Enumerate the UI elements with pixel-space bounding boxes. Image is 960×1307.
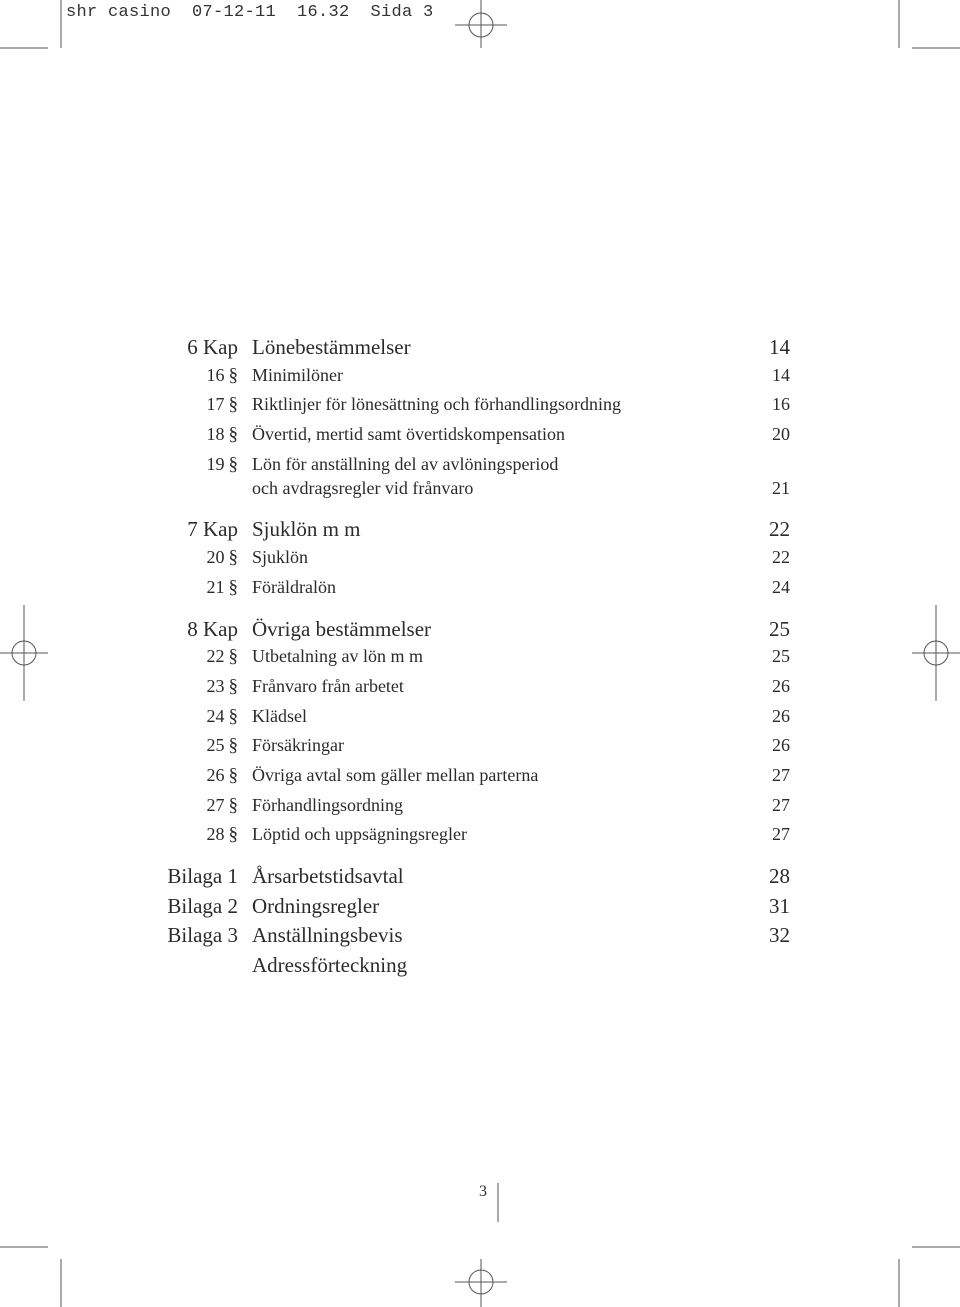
paragraph-number: 23 § xyxy=(206,675,238,697)
paragraph-title: Riktlinjer för lönesättning och förhandlingsordning xyxy=(252,394,621,415)
page-number: 14 xyxy=(772,364,790,385)
paragraph-title: Föräldralön xyxy=(252,576,336,597)
paragraph-title: Klädsel xyxy=(252,705,307,726)
toc-paragraph-row xyxy=(160,365,790,395)
page-number: 26 xyxy=(772,705,790,726)
appendix-label: Bilaga 2 xyxy=(167,893,238,918)
page-number: 28 xyxy=(769,864,790,888)
toc-appendix-row xyxy=(160,923,790,953)
paragraph-number: 19 § xyxy=(206,453,238,475)
chapter-title: Lönebestämmelser xyxy=(252,335,411,359)
toc-paragraph-row xyxy=(160,795,790,825)
paragraph-number: 20 § xyxy=(206,547,238,569)
page-number: 32 xyxy=(769,923,790,948)
section-symbol-icon: § xyxy=(228,794,238,816)
toc-chapter-row xyxy=(160,517,790,547)
section-symbol-icon: § xyxy=(228,735,238,757)
section-symbol-icon: § xyxy=(228,764,238,786)
page-number: 26 xyxy=(772,735,790,756)
toc-paragraph-row xyxy=(160,454,790,478)
toc-section-6 xyxy=(160,335,790,507)
toc-paragraph-row xyxy=(160,577,790,607)
section-symbol-icon: § xyxy=(228,453,238,475)
section-symbol-icon: § xyxy=(228,424,238,446)
paragraph-title: Övriga avtal som gäller mellan parterna xyxy=(252,764,539,785)
paragraph-title: Försäkringar xyxy=(252,735,344,756)
paragraph-title: Övertid, mertid samt övertidskompensation xyxy=(252,424,565,445)
paragraph-title: Förhandlingsordning xyxy=(252,794,403,815)
toc-paragraph-continuation xyxy=(160,478,790,508)
toc-section-7 xyxy=(160,517,790,606)
appendix-title: Årsarbetstidsavtal xyxy=(252,864,404,888)
chapter-title: Sjuklön m m xyxy=(252,517,361,542)
appendix-label: Bilaga 1 xyxy=(167,864,238,888)
page-number: 24 xyxy=(772,576,790,597)
toc-paragraph-row xyxy=(160,735,790,765)
section-symbol-icon: § xyxy=(228,824,238,846)
page-number: 20 xyxy=(772,424,790,445)
toc-paragraph-row xyxy=(160,394,790,424)
page-number: 31 xyxy=(769,893,790,918)
chapter-number: 8 Kap xyxy=(187,616,238,641)
section-symbol-icon: § xyxy=(228,394,238,416)
chapter-title: Övriga bestämmelser xyxy=(252,616,432,641)
paragraph-number: 22 § xyxy=(206,646,238,668)
section-symbol-icon: § xyxy=(228,547,238,569)
paragraph-number: 21 § xyxy=(206,576,238,598)
appendix-title: Ordningsregler xyxy=(252,893,380,918)
chapter-number: 7 Kap xyxy=(187,517,238,542)
toc-appendices xyxy=(160,864,790,983)
registration-mark xyxy=(469,13,493,37)
paragraph-title: Löptid och uppsägningsregler xyxy=(252,824,467,845)
folio-page-number: 3 xyxy=(479,1183,487,1200)
appendix-label: Bilaga 3 xyxy=(167,923,238,948)
section-symbol-icon: § xyxy=(228,705,238,727)
page-number: 14 xyxy=(769,335,790,359)
page-number: 27 xyxy=(772,824,790,845)
registration-mark xyxy=(924,641,948,665)
paragraph-number: 16 § xyxy=(206,364,238,386)
section-symbol-icon: § xyxy=(228,364,238,386)
page-number: 26 xyxy=(772,675,790,696)
toc-paragraph-row xyxy=(160,424,790,454)
page-number: 25 xyxy=(769,616,790,641)
registration-mark xyxy=(469,1270,493,1294)
paragraph-title: Sjuklön xyxy=(252,547,309,568)
toc-paragraph-row xyxy=(160,547,790,577)
registration-mark xyxy=(12,641,36,665)
toc-paragraph-row xyxy=(160,676,790,706)
print-slug: shr casino 07-12-11 16.32 Sida 3 xyxy=(66,3,434,22)
paragraph-number: 17 § xyxy=(206,394,238,416)
section-symbol-icon: § xyxy=(228,646,238,668)
paragraph-number: 27 § xyxy=(206,794,238,816)
toc-paragraph-row xyxy=(160,646,790,676)
table-of-contents xyxy=(160,335,790,993)
page-number: 27 xyxy=(772,794,790,815)
appendix-title: Adressförteckning xyxy=(252,953,408,978)
paragraph-number: 18 § xyxy=(206,424,238,446)
paragraph-title: Minimilöner xyxy=(252,364,343,385)
appendix-title: Anställningsbevis xyxy=(252,923,403,948)
page-number: 27 xyxy=(772,764,790,785)
toc-paragraph-row xyxy=(160,765,790,795)
page-number: 21 xyxy=(772,477,790,498)
toc-appendix-row xyxy=(160,953,790,983)
page-number: 22 xyxy=(769,517,790,542)
paragraph-number: 26 § xyxy=(206,764,238,786)
paragraph-title: Utbetalning av lön m m xyxy=(252,646,423,667)
page-number: 22 xyxy=(772,547,790,568)
paragraph-number: 24 § xyxy=(206,705,238,727)
toc-paragraph-row xyxy=(160,824,790,854)
toc-chapter-row xyxy=(160,335,790,365)
paragraph-number: 28 § xyxy=(206,824,238,846)
toc-appendix-row xyxy=(160,894,790,924)
toc-chapter-row xyxy=(160,617,790,647)
toc-appendix-row xyxy=(160,864,790,894)
paragraph-title: Lön för anställning del av avlöningsperiod xyxy=(252,453,559,474)
chapter-number: 6 Kap xyxy=(187,335,238,359)
section-symbol-icon: § xyxy=(228,576,238,598)
page-number: 16 xyxy=(772,394,790,415)
toc-section-8 xyxy=(160,617,790,855)
paragraph-title: Frånvaro från arbetet xyxy=(252,675,404,696)
paragraph-number: 25 § xyxy=(206,735,238,757)
section-symbol-icon: § xyxy=(228,675,238,697)
page-number: 25 xyxy=(772,646,790,667)
toc-paragraph-row xyxy=(160,706,790,736)
paragraph-title-continued: och avdragsregler vid frånvaro xyxy=(252,477,474,498)
